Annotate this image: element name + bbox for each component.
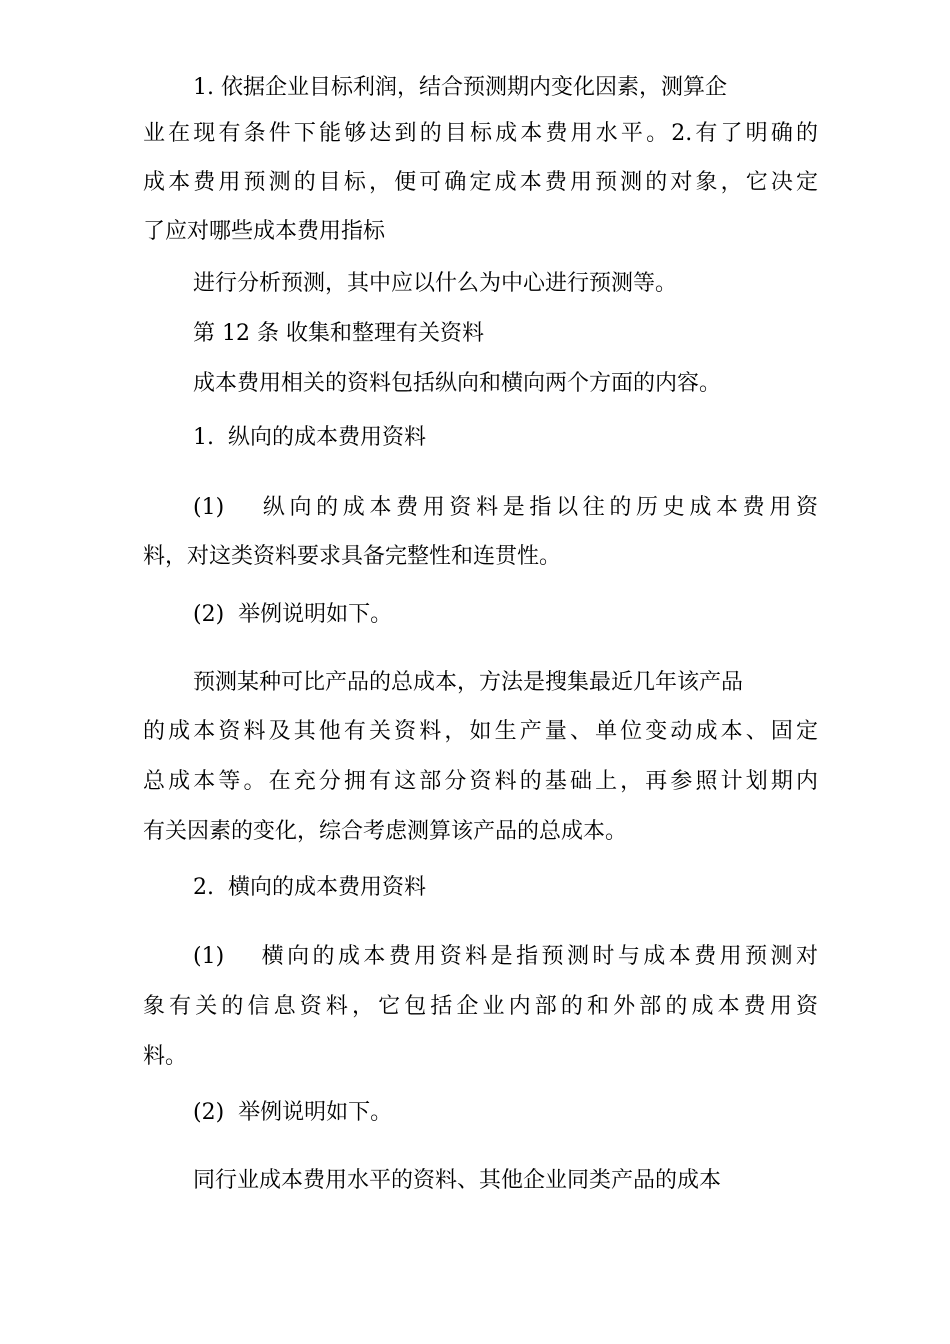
list-marker: (1) (193, 495, 225, 520)
paragraph-line: 料，对这类资料要求具备完整性和连贯性。 (143, 544, 562, 569)
section-title: 纵向的成本费用资料 (228, 425, 427, 450)
paragraph-line: 业在现有条件下能够达到的目标成本费用水平。2.有了明确的 (143, 121, 818, 146)
paragraph-line: 进行分析预测，其中应以什么为中心进行预测等。 (193, 271, 678, 296)
paragraph-line: 同行业成本费用水平的资料、其他企业同类产品的成本 (193, 1168, 722, 1193)
list-item (193, 492, 818, 524)
list-item (193, 941, 818, 973)
paragraph-line: 预测某种可比产品的总成本，方法是搜集最近几年该产品 (193, 670, 744, 695)
list-item (193, 599, 818, 631)
section-heading (193, 422, 818, 454)
list-item-text: 举例说明如下。 (238, 602, 393, 627)
list-item-text: 横向的成本费用资料是指预测时与成本费用预测对 (258, 944, 818, 969)
article-heading: 第 12 条 收集和整理有关资料 (193, 321, 484, 346)
section-number: 2. (193, 875, 214, 900)
section-number: 1. (193, 425, 214, 450)
list-item (193, 1097, 818, 1129)
paragraph-line: 成本费用相关的资料包括纵向和横向两个方面的内容。 (193, 371, 722, 396)
list-item-text: 举例说明如下。 (238, 1100, 393, 1125)
paragraph-line: 的成本资料及其他有关资料，如生产量、单位变动成本、固定 (143, 719, 818, 744)
paragraph-line: 了应对哪些成本费用指标 (143, 219, 386, 244)
list-marker: (1) (193, 944, 225, 969)
paragraph-line: 象有关的信息资料，它包括企业内部的和外部的成本费用资 (143, 994, 818, 1019)
list-item-text: 纵向的成本费用资料是指以往的历史成本费用资 (258, 495, 818, 520)
list-marker: (2) (193, 602, 225, 627)
section-title: 横向的成本费用资料 (228, 875, 427, 900)
paragraph-line: 成本费用预测的目标，便可确定成本费用预测的对象，它决定 (143, 170, 818, 195)
paragraph-line: 总成本等。在充分拥有这部分资料的基础上，再参照计划期内 (143, 769, 818, 794)
paragraph-line: 1. 依据企业目标利润，结合预测期内变化因素，测算企 (193, 75, 727, 100)
paragraph-line: 料。 (143, 1044, 188, 1069)
list-marker: (2) (193, 1100, 225, 1125)
paragraph-line: 有关因素的变化，综合考虑测算该产品的总成本。 (143, 819, 628, 844)
section-heading (193, 872, 818, 904)
